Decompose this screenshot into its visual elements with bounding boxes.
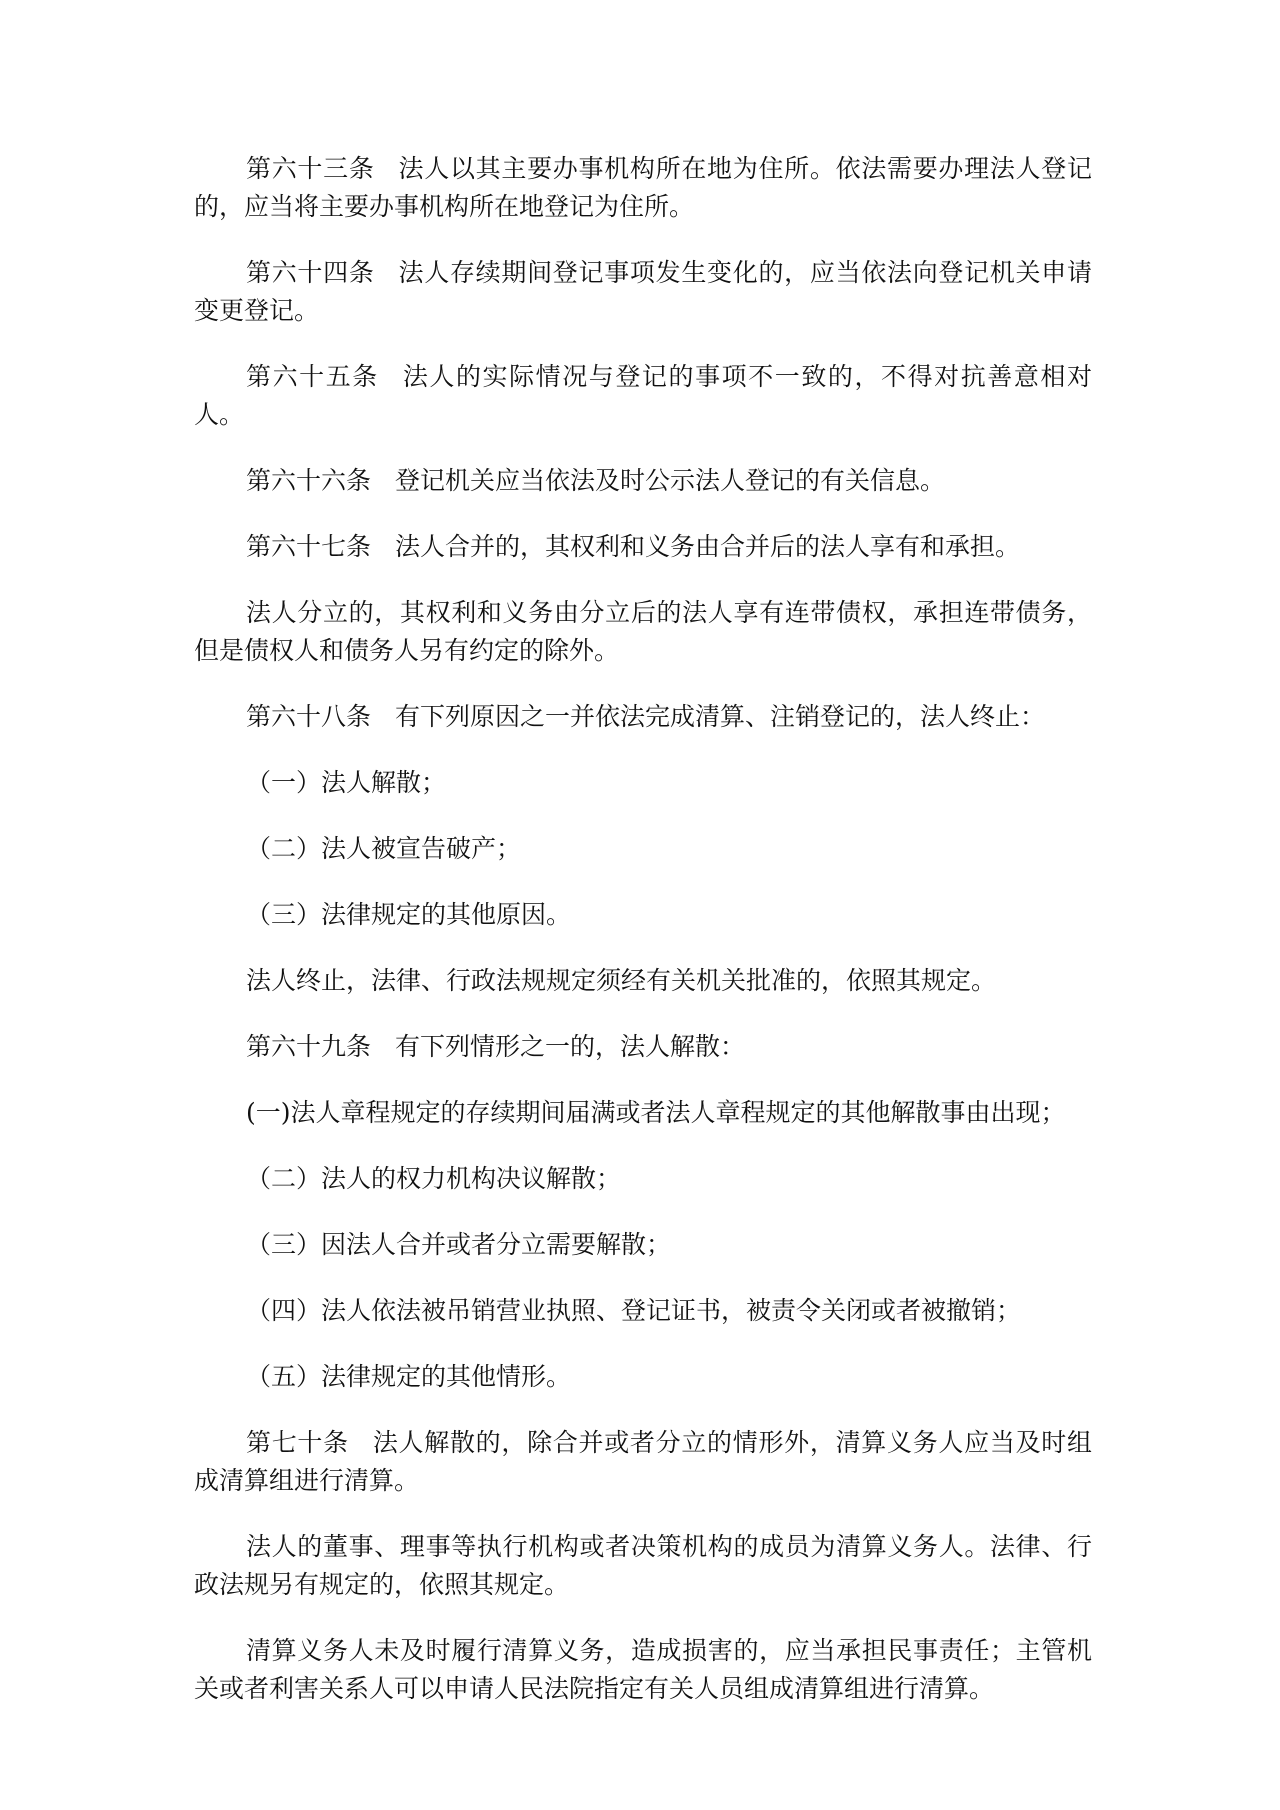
paragraph-article-70: [194, 1424, 1092, 1500]
list-item: [194, 830, 1092, 868]
paragraph-text: 法人以其主要办事机构所在地为住所。依法需要办理法人登记的，应当将主要办事机构所在地登记为住所。: [194, 154, 1092, 221]
paragraph-text-block: [194, 962, 1092, 1000]
paragraph-text: 法人合并的，其权利和义务由合并后的法人享有和承担。: [395, 532, 1021, 561]
list-item-text: （二）法人被宣告破产；: [246, 834, 522, 863]
list-item: [194, 764, 1092, 802]
article-number: 第六十五条: [246, 362, 379, 391]
paragraph-text: 法人解散的，除合并或者分立的情形外，清算义务人应当及时组成清算组进行清算。: [194, 1428, 1092, 1495]
paragraph-text-block: [194, 1528, 1092, 1604]
paragraph-text: 法人的董事、理事等执行机构或者决策机构的成员为清算义务人。法律、行政法规另有规定的，依照其规定。: [194, 1532, 1092, 1599]
list-item-text: （三）法律规定的其他原因。: [246, 900, 572, 929]
list-item-text: (一)法人章程规定的存续期间届满或者法人章程规定的其他解散事由出现；: [246, 1098, 1066, 1127]
paragraph-text: 清算义务人未及时履行清算义务，造成损害的，应当承担民事责任；主管机关或者利害关系人可以申请人民法院指定有关人员组成清算组进行清算。: [194, 1636, 1092, 1703]
paragraph-article-67: [194, 528, 1092, 566]
list-item: [194, 1358, 1092, 1396]
paragraph-text: 法人的实际情况与登记的事项不一致的，不得对抗善意相对人。: [194, 362, 1092, 429]
list-item-text: （一）法人解散；: [246, 768, 447, 797]
paragraph-text: 法人终止，法律、行政法规规定须经有关机关批准的，依照其规定。: [246, 966, 997, 995]
list-item-text: （三）因法人合并或者分立需要解散；: [246, 1230, 672, 1259]
paragraph-text: 登记机关应当依法及时公示法人登记的有关信息。: [395, 466, 946, 495]
paragraph-text: 有下列原因之一并依法完成清算、注销登记的，法人终止：: [395, 702, 1046, 731]
article-number: 第六十四条: [246, 258, 375, 287]
article-number: 第六十六条: [246, 466, 372, 495]
document-body: [194, 150, 1092, 1736]
paragraph-article-66: [194, 462, 1092, 500]
list-item-text: （五）法律规定的其他情形。: [246, 1362, 572, 1391]
article-number: 第七十条: [246, 1428, 349, 1457]
paragraph-text: 法人分立的，其权利和义务由分立后的法人享有连带债权，承担连带债务，但是债权人和债务人另有约定的除外。: [194, 598, 1092, 665]
list-item: [194, 1094, 1092, 1132]
list-item: [194, 1292, 1092, 1330]
paragraph-article-65: [194, 358, 1092, 434]
list-item-text: （二）法人的权力机构决议解散；: [246, 1164, 622, 1193]
paragraph-text-block: [194, 1632, 1092, 1708]
paragraph-article-68: [194, 698, 1092, 736]
list-item: [194, 896, 1092, 934]
article-number: 第六十八条: [246, 702, 372, 731]
list-item: [194, 1226, 1092, 1264]
paragraph-article-69: [194, 1028, 1092, 1066]
paragraph-text-block: [194, 594, 1092, 670]
article-number: 第六十九条: [246, 1032, 372, 1061]
list-item-text: （四）法人依法被吊销营业执照、登记证书，被责令关闭或者被撤销；: [246, 1296, 1022, 1325]
article-number: 第六十七条: [246, 532, 372, 561]
article-number: 第六十三条: [246, 154, 375, 183]
paragraph-article-63: [194, 150, 1092, 226]
list-item: [194, 1160, 1092, 1198]
paragraph-text: 法人存续期间登记事项发生变化的，应当依法向登记机关申请变更登记。: [194, 258, 1092, 325]
paragraph-text: 有下列情形之一的，法人解散：: [395, 1032, 746, 1061]
paragraph-article-64: [194, 254, 1092, 330]
